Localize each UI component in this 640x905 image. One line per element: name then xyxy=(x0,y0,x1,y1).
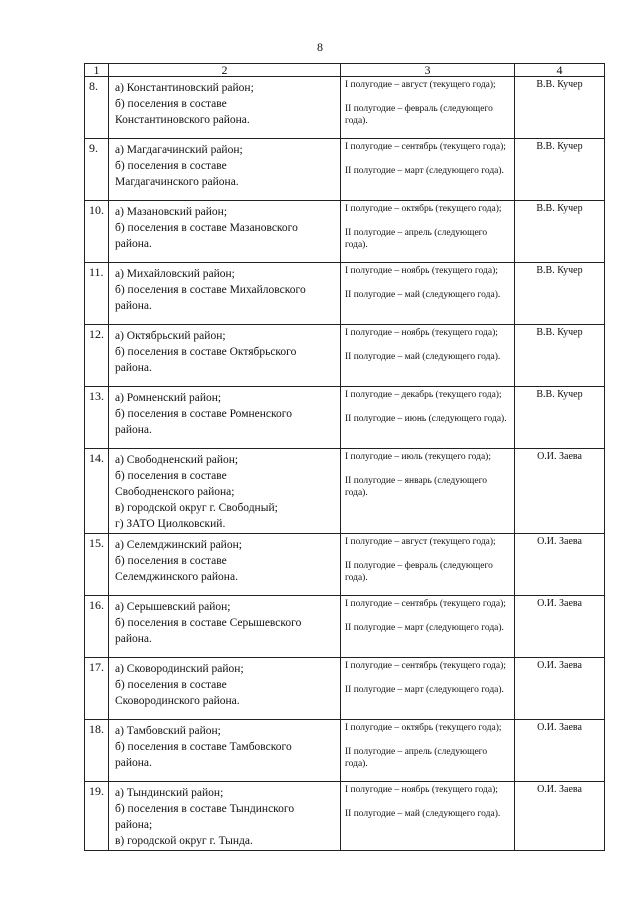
municipality-line: Сковородинского района. xyxy=(115,695,240,707)
table-row xyxy=(85,534,605,596)
municipality-line: б) поселения в составе Октябрьского xyxy=(115,346,297,358)
first-half-period: I полугодие – август (текущего года); xyxy=(345,537,496,547)
municipality-cell xyxy=(109,201,341,263)
period-cell xyxy=(341,201,515,263)
table-row xyxy=(85,449,605,534)
municipality-line: района. xyxy=(115,633,152,645)
municipality-line: г) ЗАТО Циолковский. xyxy=(115,518,226,530)
municipality-line: а) Октябрьский район; xyxy=(115,330,226,342)
municipality-line: б) поселения в составе Ромненского xyxy=(115,408,292,420)
period-cell xyxy=(341,449,515,534)
row-number: 17. xyxy=(85,658,109,720)
table-row xyxy=(85,263,605,325)
second-half-period: II полугодие – март (следующего года). xyxy=(345,166,504,176)
responsible-person: О.И. Заева xyxy=(515,658,605,720)
municipality-line: района. xyxy=(115,238,152,250)
spacer xyxy=(345,215,511,227)
municipality-cell xyxy=(109,658,341,720)
responsible-person: О.И. Заева xyxy=(515,449,605,534)
municipality-line: а) Магдагачинский район; xyxy=(115,144,243,156)
first-half-period: I полугодие – сентябрь (текущего года); xyxy=(345,661,506,671)
row-number: 19. xyxy=(85,782,109,851)
first-half-period: I полугодие – июль (текущего года); xyxy=(345,452,491,462)
second-half-period: II полугодие – май (следующего года). xyxy=(345,352,501,362)
municipality-line: Магдагачинского района. xyxy=(115,176,239,188)
municipality-line: а) Константиновский район; xyxy=(115,82,254,94)
period-cell xyxy=(341,596,515,658)
second-half-period: II полугодие – май (следующего года). xyxy=(345,290,501,300)
period-cell xyxy=(341,325,515,387)
row-number: 9. xyxy=(85,139,109,201)
table-row xyxy=(85,387,605,449)
row-number: 10. xyxy=(85,201,109,263)
municipality-line: б) поселения в составе xyxy=(115,679,227,691)
municipality-line: а) Селемджинский район; xyxy=(115,539,242,551)
municipality-line: в) городской округ г. Тында. xyxy=(115,835,253,847)
responsible-person: О.И. Заева xyxy=(515,782,605,851)
spacer xyxy=(345,339,511,351)
table-row xyxy=(85,325,605,387)
municipality-cell xyxy=(109,596,341,658)
responsible-person: О.И. Заева xyxy=(515,596,605,658)
period-cell xyxy=(341,263,515,325)
municipality-line: а) Свободненский район; xyxy=(115,454,239,466)
row-number: 16. xyxy=(85,596,109,658)
responsible-person: В.В. Кучер xyxy=(515,387,605,449)
second-half-period: II полугодие – апрель (следующего года). xyxy=(345,228,488,250)
municipality-line: района. xyxy=(115,362,152,374)
column-header: 4 xyxy=(515,64,605,77)
municipality-line: района. xyxy=(115,424,152,436)
first-half-period: I полугодие – октябрь (текущего года); xyxy=(345,723,502,733)
municipality-line: а) Мазановский район; xyxy=(115,206,228,218)
period-cell xyxy=(341,139,515,201)
municipality-cell xyxy=(109,534,341,596)
municipality-cell xyxy=(109,263,341,325)
second-half-period: II полугодие – май (следующего года). xyxy=(345,809,501,819)
municipality-line: в) городской округ г. Свободный; xyxy=(115,502,278,514)
spacer xyxy=(345,91,511,103)
table-body xyxy=(85,77,605,851)
column-header: 2 xyxy=(109,64,341,77)
responsible-person: О.И. Заева xyxy=(515,534,605,596)
table-row xyxy=(85,201,605,263)
row-number: 15. xyxy=(85,534,109,596)
municipality-line: а) Сковородинский район; xyxy=(115,663,244,675)
period-cell xyxy=(341,658,515,720)
header-row xyxy=(85,64,605,77)
municipality-cell xyxy=(109,77,341,139)
municipality-line: б) поселения в составе Мазановского xyxy=(115,222,298,234)
municipality-line: а) Тамбовский район; xyxy=(115,725,221,737)
spacer xyxy=(345,548,511,560)
municipality-line: района. xyxy=(115,757,152,769)
period-cell xyxy=(341,77,515,139)
municipality-cell xyxy=(109,782,341,851)
second-half-period: II полугодие – январь (следующего года). xyxy=(345,476,487,498)
table-row xyxy=(85,658,605,720)
spacer xyxy=(345,610,511,622)
second-half-period: II полугодие – февраль (следующего года). xyxy=(345,561,493,583)
row-number: 18. xyxy=(85,720,109,782)
second-half-period: II полугодие – март (следующего года). xyxy=(345,685,504,695)
schedule-table xyxy=(84,63,605,851)
municipality-line: Селемджинского района. xyxy=(115,571,238,583)
municipality-line: Константиновского района. xyxy=(115,114,250,126)
second-half-period: II полугодие – март (следующего года). xyxy=(345,623,504,633)
period-cell xyxy=(341,387,515,449)
spacer xyxy=(345,153,511,165)
municipality-cell xyxy=(109,720,341,782)
municipality-line: а) Серышевский район; xyxy=(115,601,231,613)
responsible-person: В.В. Кучер xyxy=(515,325,605,387)
row-number: 11. xyxy=(85,263,109,325)
first-half-period: I полугодие – ноябрь (текущего года); xyxy=(345,785,498,795)
first-half-period: I полугодие – сентябрь (текущего года); xyxy=(345,142,506,152)
municipality-line: б) поселения в составе xyxy=(115,98,227,110)
municipality-line: а) Ромненский район; xyxy=(115,392,222,404)
spacer xyxy=(345,672,511,684)
municipality-line: а) Михайловский район; xyxy=(115,268,235,280)
municipality-cell xyxy=(109,325,341,387)
responsible-person: В.В. Кучер xyxy=(515,201,605,263)
row-number: 12. xyxy=(85,325,109,387)
row-number: 8. xyxy=(85,77,109,139)
spacer xyxy=(345,796,511,808)
table-row xyxy=(85,77,605,139)
municipality-line: района; xyxy=(115,819,153,831)
responsible-person: В.В. Кучер xyxy=(515,263,605,325)
municipality-line: Свободненского района; xyxy=(115,486,235,498)
municipality-cell xyxy=(109,449,341,534)
municipality-line: б) поселения в составе xyxy=(115,555,227,567)
row-number: 14. xyxy=(85,449,109,534)
first-half-period: I полугодие – октябрь (текущего года); xyxy=(345,204,502,214)
spacer xyxy=(345,734,511,746)
municipality-line: района. xyxy=(115,300,152,312)
municipality-line: а) Тындинский район; xyxy=(115,787,224,799)
municipality-cell xyxy=(109,387,341,449)
period-cell xyxy=(341,720,515,782)
first-half-period: I полугодие – сентябрь (текущего года); xyxy=(345,599,506,609)
municipality-cell xyxy=(109,139,341,201)
column-header: 3 xyxy=(341,64,515,77)
first-half-period: I полугодие – ноябрь (текущего года); xyxy=(345,266,498,276)
table-row xyxy=(85,720,605,782)
row-number: 13. xyxy=(85,387,109,449)
municipality-line: б) поселения в составе Серышевского xyxy=(115,617,302,629)
responsible-person: О.И. Заева xyxy=(515,720,605,782)
table-row xyxy=(85,596,605,658)
spacer xyxy=(345,463,511,475)
municipality-line: б) поселения в составе xyxy=(115,160,227,172)
period-cell xyxy=(341,534,515,596)
column-header: 1 xyxy=(85,64,109,77)
first-half-period: I полугодие – декабрь (текущего года); xyxy=(345,390,502,400)
table-row xyxy=(85,782,605,851)
municipality-line: б) поселения в составе Тамбовского xyxy=(115,741,292,753)
table-row xyxy=(85,139,605,201)
municipality-line: б) поселения в составе xyxy=(115,470,227,482)
spacer xyxy=(345,401,511,413)
period-cell xyxy=(341,782,515,851)
spacer xyxy=(345,277,511,289)
second-half-period: II полугодие – апрель (следующего года). xyxy=(345,747,488,769)
first-half-period: I полугодие – ноябрь (текущего года); xyxy=(345,328,498,338)
responsible-person: В.В. Кучер xyxy=(515,77,605,139)
second-half-period: II полугодие – февраль (следующего года). xyxy=(345,104,493,126)
first-half-period: I полугодие – август (текущего года); xyxy=(345,80,496,90)
page-number: 8 xyxy=(317,40,323,54)
second-half-period: II полугодие – июнь (следующего года). xyxy=(345,414,507,424)
responsible-person: В.В. Кучер xyxy=(515,139,605,201)
municipality-line: б) поселения в составе Тындинского xyxy=(115,803,295,815)
municipality-line: б) поселения в составе Михайловского xyxy=(115,284,306,296)
